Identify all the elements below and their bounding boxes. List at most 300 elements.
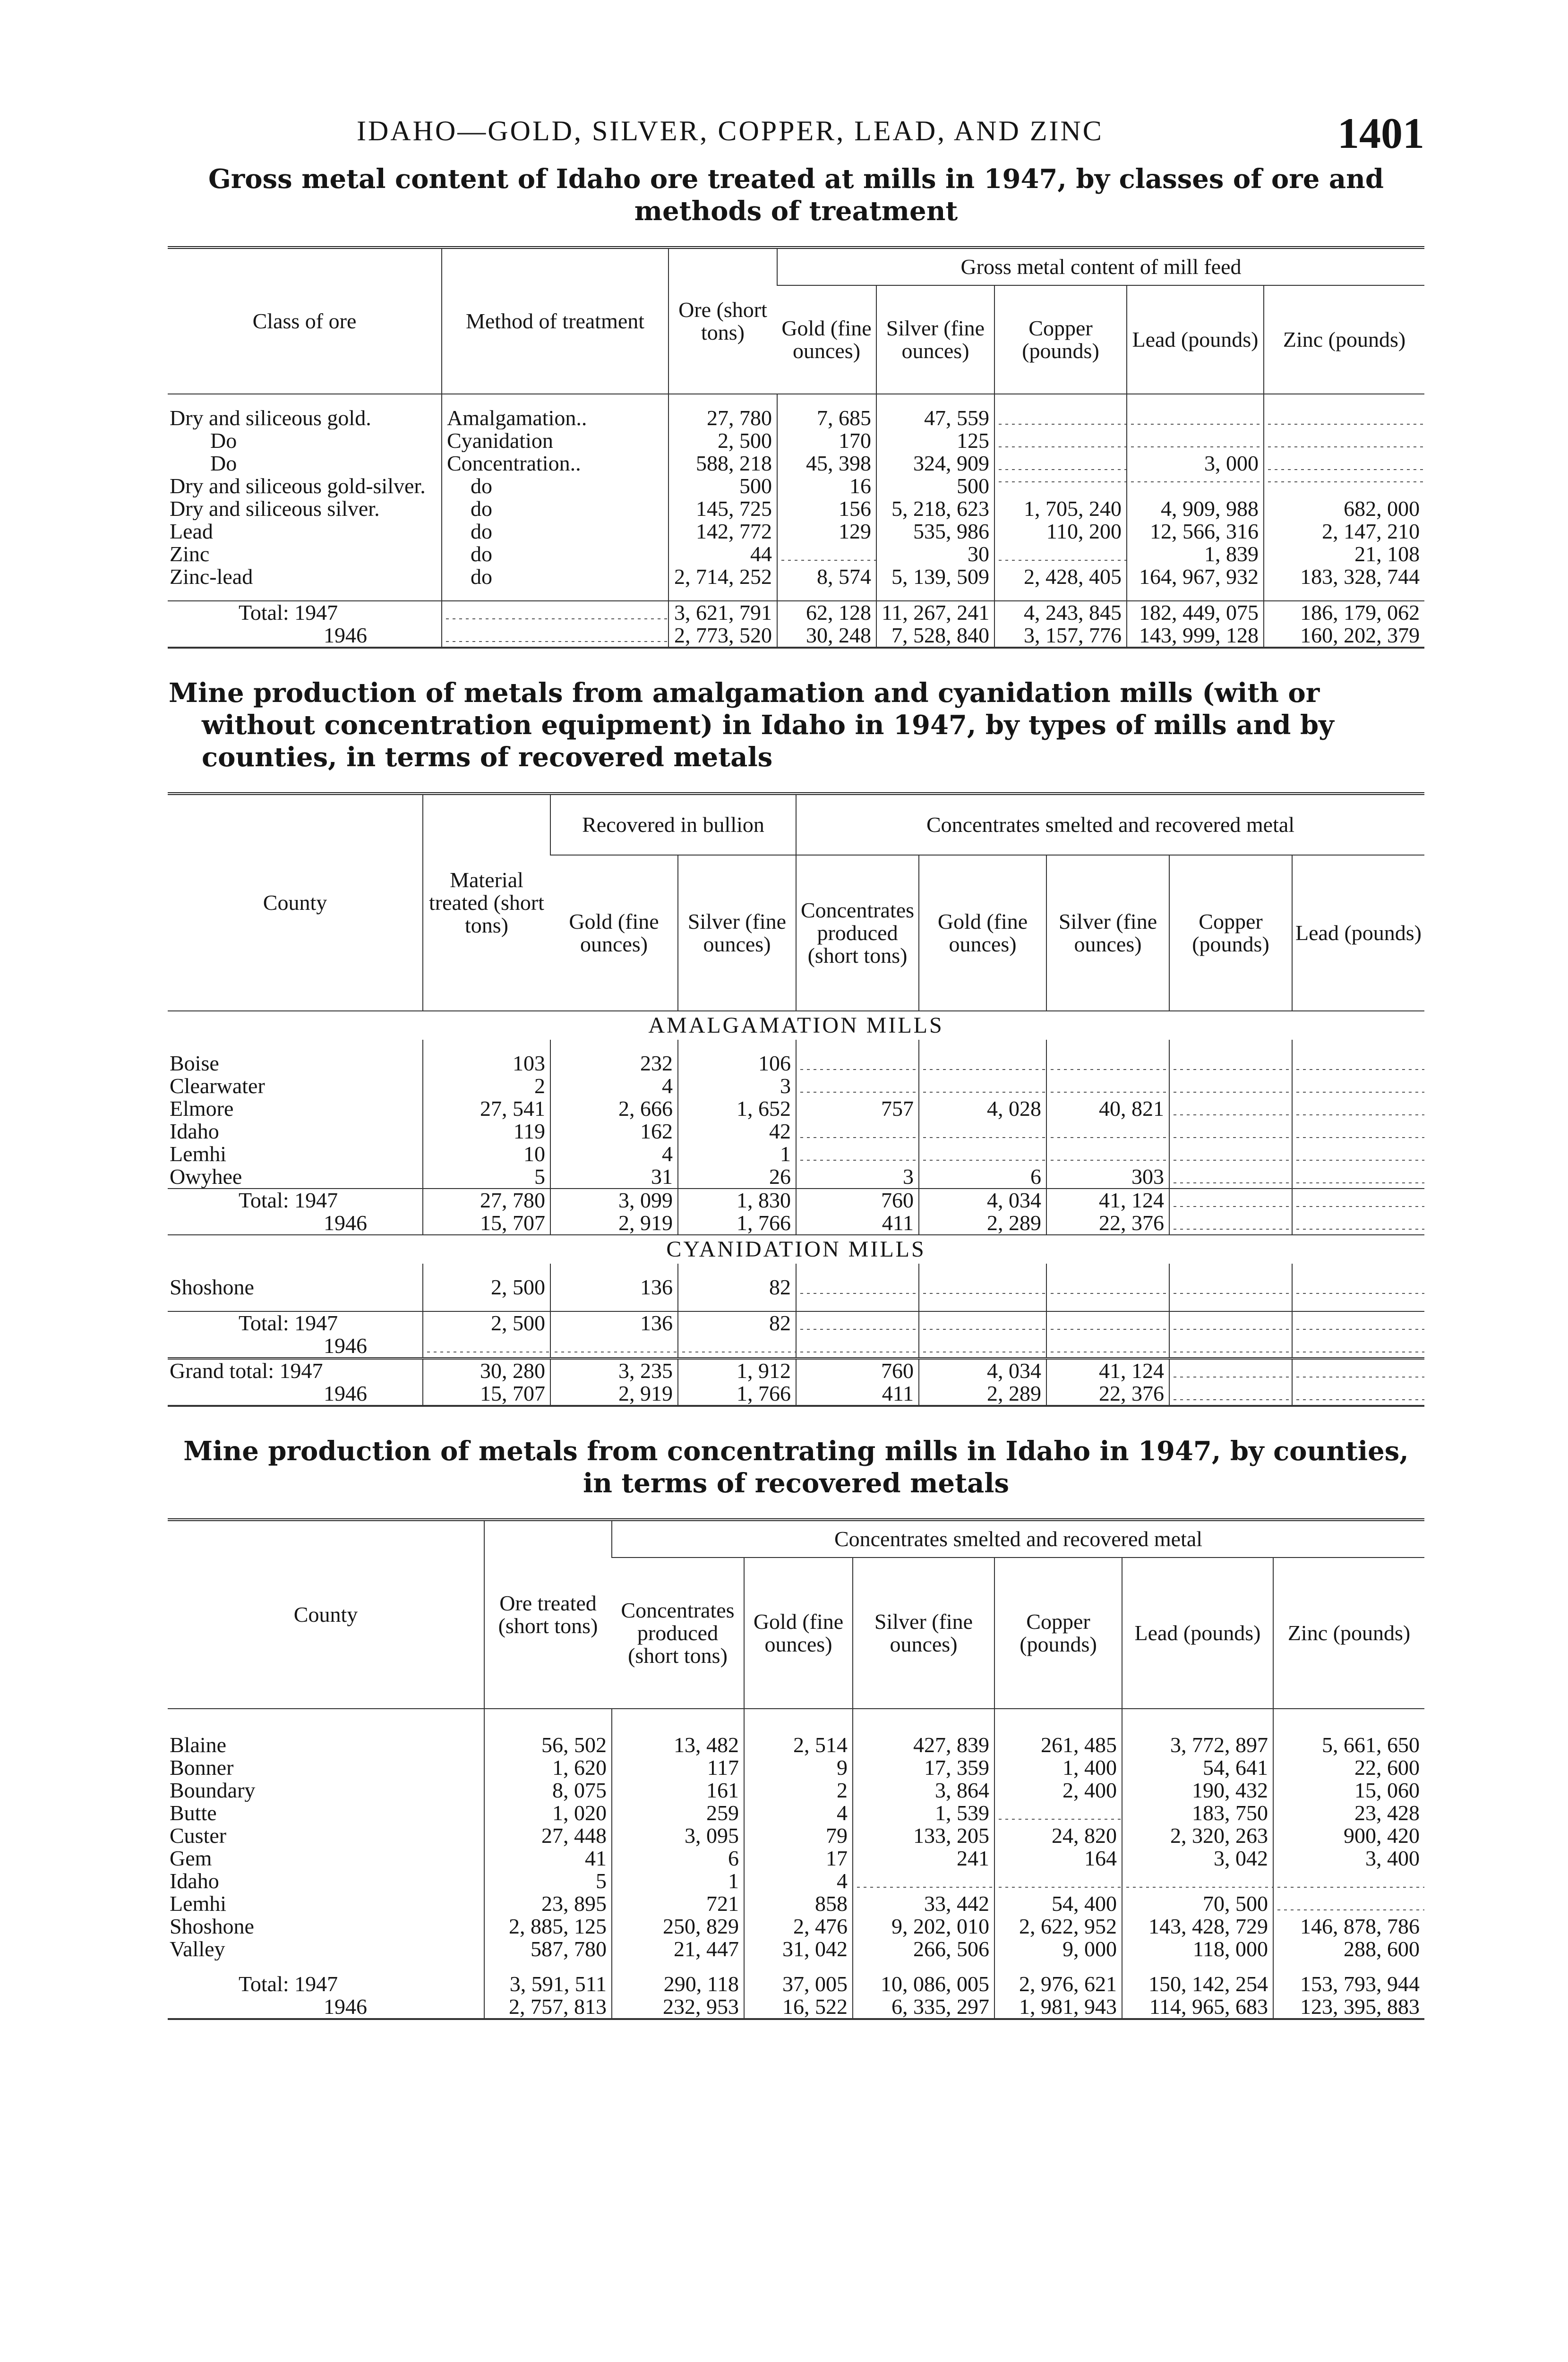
cell-total-label: Total: 1947 (239, 1973, 338, 1995)
cell-lead: 164, 967, 932 (1127, 565, 1264, 588)
header-concentrates-produced: Concentrates produced (short tons) (612, 1558, 744, 1709)
cell-gold: 3, 235 (550, 1359, 678, 1383)
table3-title (168, 1435, 1424, 1499)
cell-zinc (1264, 407, 1424, 429)
cell-total-label: Total: 1947 (168, 1311, 423, 1335)
cell-total-label: Total: 1947 (168, 1189, 423, 1212)
cell-gold: 16, 522 (744, 1995, 853, 2019)
cell-copper (994, 452, 1127, 475)
table2-title (168, 677, 1424, 773)
table-row (168, 565, 1424, 588)
header-gold: Gold (fine ounces) (550, 855, 678, 1011)
cell-zinc: 123, 395, 883 (1273, 1995, 1424, 2019)
cell-copper (994, 407, 1127, 429)
cell-silver: 1, 766 (678, 1212, 796, 1235)
cell-gold: 62, 128 (777, 601, 876, 624)
cell-ore: 3, 621, 791 (668, 601, 777, 624)
cell-silver: 6, 335, 297 (853, 1995, 994, 2019)
cell-copper: 1, 400 (994, 1756, 1122, 1779)
cell-copper: 2, 428, 405 (994, 565, 1127, 588)
table-row (168, 1756, 1424, 1779)
cell-gold: 129 (777, 520, 876, 543)
cell-material: 2, 500 (423, 1311, 550, 1335)
cell-gold (777, 543, 876, 565)
cell-zinc (1273, 1892, 1424, 1915)
cell-silver: 427, 839 (853, 1734, 994, 1756)
cell-zinc: 183, 328, 744 (1264, 565, 1424, 588)
cell-method: Cyanidation (442, 429, 668, 452)
header-recovered-in-bullion: Recovered in bullion (550, 794, 796, 855)
document-page (168, 111, 1424, 2020)
cell-gold: 37, 005 (744, 1973, 853, 1995)
cell-county: Valley (170, 1938, 225, 1960)
cell-copper: 2, 976, 621 (994, 1973, 1122, 1995)
cell-concentrates: 13, 482 (612, 1734, 744, 1756)
header-gross-metal-group: Gross metal content of mill feed (777, 248, 1424, 285)
cell-county: Gem (170, 1847, 212, 1870)
cell-gold: 858 (744, 1892, 853, 1915)
cell-lead: 2, 320, 263 (1122, 1824, 1273, 1847)
cell-lead (1122, 1870, 1273, 1892)
table-row (168, 543, 1424, 565)
cell-material: 27, 541 (423, 1097, 550, 1120)
cell-silver: 106 (678, 1052, 796, 1075)
cell-conc-gold: 2, 289 (919, 1382, 1046, 1406)
cell-lead: 118, 000 (1122, 1938, 1273, 1960)
cell-lead (1127, 429, 1264, 452)
header-gold: Gold (fine ounces) (744, 1558, 853, 1709)
cell-silver: 535, 986 (876, 520, 994, 543)
table-row (168, 1165, 1424, 1189)
cell-lead: 54, 641 (1122, 1756, 1273, 1779)
cell-silver: 7, 528, 840 (876, 624, 994, 648)
cell-gold: 4 (550, 1075, 678, 1097)
cell-gold: 2 (744, 1779, 853, 1802)
cell-concentrates: 232, 953 (612, 1995, 744, 2019)
section-label: CYANIDATION MILLS (168, 1235, 1424, 1264)
cell-silver: 3, 864 (853, 1779, 994, 1802)
cell-method: Amalgamation.. (442, 407, 668, 429)
cell-gold: 2, 666 (550, 1097, 678, 1120)
cell-ore: 5 (484, 1870, 612, 1892)
cell-ore: 1, 620 (484, 1756, 612, 1779)
cell-lead (1127, 475, 1264, 497)
cell-county: Boise (170, 1052, 219, 1075)
header-lead: Lead (pounds) (1122, 1558, 1273, 1709)
cell-silver: 26 (678, 1165, 796, 1189)
cell-copper (994, 475, 1127, 497)
cell-gold: 2, 476 (744, 1915, 853, 1938)
cell-conc-gold: 4, 028 (919, 1097, 1046, 1120)
cell-total-label: 1946 (168, 1382, 423, 1406)
header-concentrates-produced: Concentrates produced (short tons) (796, 855, 919, 1011)
cell-lead: 190, 432 (1122, 1779, 1273, 1802)
cell-copper: 9, 000 (994, 1938, 1122, 1960)
cell-zinc: 146, 878, 786 (1273, 1915, 1424, 1938)
table2-title-line1: Mine production of metals from amalgamation and cyanidation mills (with or (169, 677, 1320, 709)
cell-county: Custer (170, 1824, 227, 1847)
cell-county: Shoshone (170, 1915, 254, 1938)
cell-zinc (1264, 475, 1424, 497)
cell-material: 5 (423, 1165, 550, 1189)
cell-gold: 4 (744, 1802, 853, 1824)
cell-ore: 587, 780 (484, 1938, 612, 1960)
cell-lead: 3, 000 (1127, 452, 1264, 475)
page-number: 1401 (1337, 109, 1424, 157)
cell-county: Idaho (170, 1870, 219, 1892)
cell-zinc: 23, 428 (1273, 1802, 1424, 1824)
cell-silver: 1 (678, 1143, 796, 1165)
cell-zinc: 288, 600 (1273, 1938, 1424, 1960)
table3-concentrating-mills (168, 1518, 1424, 2020)
header-material-treated: Material treated (short tons) (423, 794, 550, 1011)
cell-ore: 588, 218 (668, 452, 777, 475)
cell-gold: 7, 685 (777, 407, 876, 429)
cell-county: Clearwater (170, 1075, 265, 1097)
cell-concentrates: 250, 829 (612, 1915, 744, 1938)
cell-silver: 5, 139, 509 (876, 565, 994, 588)
cell-concentrates: 161 (612, 1779, 744, 1802)
table-row (168, 1892, 1424, 1915)
header-conc-silver: Silver (fine ounces) (1046, 855, 1169, 1011)
cell-gold: 79 (744, 1824, 853, 1847)
cell-county: Idaho (170, 1120, 219, 1143)
cell-ore: 41 (484, 1847, 612, 1870)
cell-copper (994, 1870, 1122, 1892)
cell-copper: 261, 485 (994, 1734, 1122, 1756)
cell-county: Boundary (170, 1779, 256, 1802)
cell-copper: 54, 400 (994, 1892, 1122, 1915)
cell-silver: 125 (876, 429, 994, 452)
cell-gold: 2, 919 (550, 1212, 678, 1235)
cell-ore: 500 (668, 475, 777, 497)
cell-zinc: 160, 202, 379 (1264, 624, 1424, 648)
cell-silver: 5, 218, 623 (876, 497, 994, 520)
cell-method: do (442, 497, 668, 520)
cell-total-label: 1946 (168, 1995, 484, 2019)
running-title: IDAHO—GOLD, SILVER, COPPER, LEAD, AND ZINC (357, 115, 1104, 146)
total-row-1946 (168, 624, 1424, 648)
cell-total-label: 1946 (168, 624, 442, 648)
cell-conc-gold: 4, 034 (919, 1359, 1046, 1383)
cell-class: Lead (170, 520, 213, 543)
cell-ore: 27, 448 (484, 1824, 612, 1847)
table1-title-line1: Gross metal content of Idaho ore treated at mills in 1947, by classes of ore and (208, 163, 1384, 195)
cell-concentrates: 411 (796, 1212, 919, 1235)
cell-ore: 1, 020 (484, 1802, 612, 1824)
cell-silver: 133, 205 (853, 1824, 994, 1847)
cell-county: Owyhee (170, 1165, 242, 1189)
table-row (168, 1824, 1424, 1847)
header-class-of-ore: Class of ore (168, 248, 442, 394)
cell-material: 30, 280 (423, 1359, 550, 1383)
cell-gold: 30, 248 (777, 624, 876, 648)
cell-ore: 2, 885, 125 (484, 1915, 612, 1938)
header-zinc: Zinc (pounds) (1264, 285, 1424, 394)
cell-gold: 2, 919 (550, 1382, 678, 1406)
cell-material: 10 (423, 1143, 550, 1165)
header-silver: Silver (fine ounces) (678, 855, 796, 1011)
table-row (168, 429, 1424, 452)
table-row (168, 1870, 1424, 1892)
cell-lead: 12, 566, 316 (1127, 520, 1264, 543)
cell-gold: 31 (550, 1165, 678, 1189)
header-concentrates-group: Concentrates smelted and recovered metal (796, 794, 1424, 855)
cell-class: Dry and siliceous silver. (170, 497, 380, 520)
header-copper: Copper (pounds) (1169, 855, 1292, 1011)
cell-concentrates: 760 (796, 1189, 919, 1212)
cell-copper: 2, 400 (994, 1779, 1122, 1802)
total-row-1947 (168, 601, 1424, 624)
cell-concentrates: 1 (612, 1870, 744, 1892)
cell-zinc (1273, 1870, 1424, 1892)
cell-conc-silver: 41, 124 (1046, 1189, 1169, 1212)
cell-county: Shoshone (170, 1276, 254, 1299)
header-lead: Lead (pounds) (1127, 285, 1264, 394)
header-county: County (168, 794, 423, 1011)
cell-total-label: 1946 (324, 1212, 367, 1235)
cell-ore: 2, 757, 813 (484, 1995, 612, 2019)
cell-concentrates: 290, 118 (612, 1973, 744, 1995)
cell-copper: 4, 243, 845 (994, 601, 1127, 624)
cell-lead: 4, 909, 988 (1127, 497, 1264, 520)
table-row (168, 1120, 1424, 1143)
cyanidation-total-1947 (168, 1311, 1424, 1335)
cell-lead: 143, 428, 729 (1122, 1915, 1273, 1938)
cell-copper: 24, 820 (994, 1824, 1122, 1847)
table-row (168, 1143, 1424, 1165)
section-amalgamation-mills (168, 1011, 1424, 1040)
cell-class: Dry and siliceous gold. (170, 407, 371, 429)
table-row (168, 1052, 1424, 1075)
cell-zinc: 900, 420 (1273, 1824, 1424, 1847)
cell-county: Butte (170, 1802, 217, 1824)
cell-concentrates: 721 (612, 1892, 744, 1915)
cell-ore: 8, 075 (484, 1779, 612, 1802)
cell-concentrates: 3, 095 (612, 1824, 744, 1847)
cell-concentrates: 259 (612, 1802, 744, 1824)
cell-class: Do (210, 452, 237, 475)
cell-gold: 17 (744, 1847, 853, 1870)
header-concentrates-group: Concentrates smelted and recovered metal (612, 1520, 1424, 1558)
cell-method: do (442, 520, 668, 543)
header-lead: Lead (pounds) (1292, 855, 1424, 1011)
cell-conc-gold: 2, 289 (919, 1212, 1046, 1235)
cell-gold: 2, 514 (744, 1734, 853, 1756)
table-row (168, 1276, 1424, 1299)
amalgamation-total-1947 (168, 1189, 1424, 1212)
cell-conc-silver: 303 (1046, 1165, 1169, 1189)
cell-lead: 1, 839 (1127, 543, 1264, 565)
cell-ore: 2, 773, 520 (668, 624, 777, 648)
cell-total-label: Grand total: 1947 (168, 1359, 423, 1383)
cell-total-label: 1946 (324, 1335, 367, 1358)
header-county: County (168, 1520, 484, 1709)
cell-gold: 3, 099 (550, 1189, 678, 1212)
cell-gold: 45, 398 (777, 452, 876, 475)
cell-ore: 145, 725 (668, 497, 777, 520)
cell-method: do (442, 543, 668, 565)
cell-county: Elmore (170, 1097, 234, 1120)
section-label: AMALGAMATION MILLS (168, 1011, 1424, 1040)
cell-gold: 4 (744, 1870, 853, 1892)
cell-copper: 110, 200 (994, 520, 1127, 543)
cell-ore: 27, 780 (668, 407, 777, 429)
cell-gold: 170 (777, 429, 876, 452)
cell-method: do (442, 565, 668, 588)
table-row (168, 1915, 1424, 1938)
cell-copper (994, 429, 1127, 452)
header-copper: Copper (pounds) (994, 285, 1127, 394)
table-row (168, 1075, 1424, 1097)
cell-silver: 1, 766 (678, 1382, 796, 1406)
section-cyanidation-mills (168, 1235, 1424, 1264)
cell-gold: 156 (777, 497, 876, 520)
cell-material: 15, 707 (423, 1212, 550, 1235)
cell-material: 15, 707 (423, 1382, 550, 1406)
cell-method: Concentration.. (442, 452, 668, 475)
table3-title-line2: in terms of recovered metals (583, 1468, 1010, 1499)
cell-silver: 324, 909 (876, 452, 994, 475)
cell-zinc: 186, 179, 062 (1264, 601, 1424, 624)
cell-silver: 1, 830 (678, 1189, 796, 1212)
cell-lead: 183, 750 (1122, 1802, 1273, 1824)
cell-conc-silver: 22, 376 (1046, 1212, 1169, 1235)
cell-gold: 9 (744, 1756, 853, 1779)
cell-ore: 2, 500 (668, 429, 777, 452)
cell-total-label: Total: 1947 (168, 601, 442, 624)
cell-material: 119 (423, 1120, 550, 1143)
cell-zinc: 682, 000 (1264, 497, 1424, 520)
cell-ore: 2, 714, 252 (668, 565, 777, 588)
cell-zinc: 22, 600 (1273, 1756, 1424, 1779)
cell-silver: 1, 539 (853, 1802, 994, 1824)
cell-copper: 1, 705, 240 (994, 497, 1127, 520)
cell-gold: 136 (550, 1311, 678, 1335)
table2-title-line2: without concentration equipment) in Idaho in 1947, by types of mills and by (202, 710, 1334, 741)
grand-total-1947 (168, 1359, 1424, 1383)
cell-conc-gold: 4, 034 (919, 1189, 1046, 1212)
cell-silver: 82 (678, 1311, 796, 1335)
cell-silver: 241 (853, 1847, 994, 1870)
cell-county: Bonner (170, 1756, 234, 1779)
cell-copper (994, 543, 1127, 565)
total-row-1947 (168, 1973, 1424, 1995)
grand-total-1946 (168, 1382, 1424, 1406)
page-header (168, 111, 1424, 163)
table-row (168, 475, 1424, 497)
header-gold: Gold (fine ounces) (777, 285, 876, 394)
cell-concentrates: 117 (612, 1756, 744, 1779)
cell-silver (853, 1870, 994, 1892)
cell-silver: 42 (678, 1120, 796, 1143)
cell-conc-gold: 6 (919, 1165, 1046, 1189)
table-row (168, 1847, 1424, 1870)
cell-copper: 1, 981, 943 (994, 1995, 1122, 2019)
cell-concentrates: 6 (612, 1847, 744, 1870)
cell-copper: 2, 622, 952 (994, 1915, 1122, 1938)
table-row (168, 452, 1424, 475)
cell-concentrates: 21, 447 (612, 1938, 744, 1960)
cell-silver: 11, 267, 241 (876, 601, 994, 624)
table2-amalgamation-cyanidation (168, 792, 1424, 1407)
cell-lead: 70, 500 (1122, 1892, 1273, 1915)
cell-lead: 114, 965, 683 (1122, 1995, 1273, 2019)
cell-zinc: 21, 108 (1264, 543, 1424, 565)
cell-copper (994, 1802, 1122, 1824)
table3-title-line1: Mine production of metals from concentrating mills in Idaho in 1947, by counties, (183, 1436, 1409, 1467)
table-row (168, 520, 1424, 543)
table1-title (168, 163, 1424, 227)
cell-silver: 17, 359 (853, 1756, 994, 1779)
cell-silver: 30 (876, 543, 994, 565)
header-conc-gold: Gold (fine ounces) (919, 855, 1046, 1011)
table-row (168, 1802, 1424, 1824)
header-ore-tons: Ore (short tons) (668, 248, 777, 394)
cell-ore: 56, 502 (484, 1734, 612, 1756)
header-method: Method of treatment (442, 248, 668, 394)
cell-copper: 3, 157, 776 (994, 624, 1127, 648)
table1-title-line2: methods of treatment (634, 196, 958, 227)
table-row (168, 407, 1424, 429)
cell-lead: 143, 999, 128 (1127, 624, 1264, 648)
cell-silver: 47, 559 (876, 407, 994, 429)
cell-lead: 3, 772, 897 (1122, 1734, 1273, 1756)
cell-zinc: 3, 400 (1273, 1847, 1424, 1870)
header-silver: Silver (fine ounces) (876, 285, 994, 394)
cell-copper: 164 (994, 1847, 1122, 1870)
cell-silver: 1, 652 (678, 1097, 796, 1120)
cell-silver: 9, 202, 010 (853, 1915, 994, 1938)
cell-method: do (442, 475, 668, 497)
cell-material: 2, 500 (423, 1276, 550, 1299)
cyanidation-total-1946 (168, 1335, 1424, 1359)
cell-silver: 266, 506 (853, 1938, 994, 1960)
cell-ore: 3, 591, 511 (484, 1973, 612, 1995)
cell-concentrates: 411 (796, 1382, 919, 1406)
cell-silver: 1, 912 (678, 1359, 796, 1383)
cell-concentrates: 3 (796, 1165, 919, 1189)
cell-class: Dry and siliceous gold-silver. (170, 475, 426, 497)
cell-class: Zinc (170, 543, 210, 565)
cell-material: 27, 780 (423, 1189, 550, 1212)
cell-lead: 150, 142, 254 (1122, 1973, 1273, 1995)
cell-zinc (1264, 452, 1424, 475)
cell-zinc: 15, 060 (1273, 1779, 1424, 1802)
table-row (168, 1779, 1424, 1802)
cell-conc-silver: 22, 376 (1046, 1382, 1169, 1406)
cell-class: Zinc-lead (170, 565, 253, 588)
cell-gold: 162 (550, 1120, 678, 1143)
cell-county: Lemhi (170, 1143, 227, 1165)
cell-gold: 232 (550, 1052, 678, 1075)
cell-concentrates: 757 (796, 1097, 919, 1120)
cell-class: Do (210, 429, 237, 452)
table-row (168, 1734, 1424, 1756)
cell-silver: 82 (678, 1276, 796, 1299)
cell-zinc: 5, 661, 650 (1273, 1734, 1424, 1756)
cell-gold: 31, 042 (744, 1938, 853, 1960)
cell-silver: 33, 442 (853, 1892, 994, 1915)
cell-gold: 4 (550, 1143, 678, 1165)
cell-county: Blaine (170, 1734, 227, 1756)
cell-gold: 8, 574 (777, 565, 876, 588)
cell-county: Lemhi (170, 1892, 227, 1915)
cell-conc-silver: 40, 821 (1046, 1097, 1169, 1120)
cell-gold: 136 (550, 1276, 678, 1299)
table2-title-line3: counties, in terms of recovered metals (202, 742, 773, 773)
cell-concentrates: 760 (796, 1359, 919, 1383)
